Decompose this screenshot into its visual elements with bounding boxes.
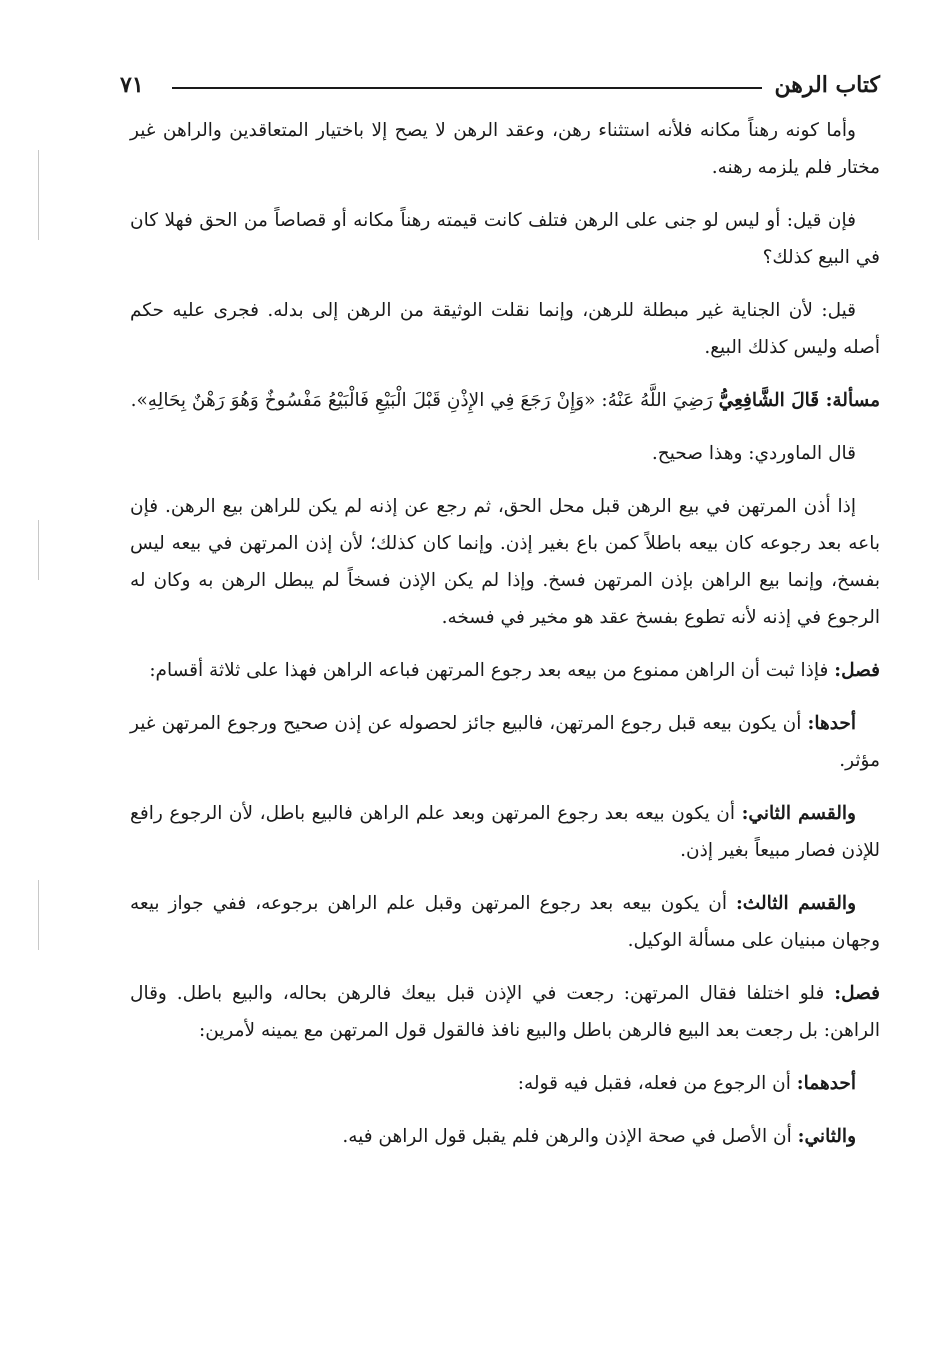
paragraph-text: قال الماوردي: وهذا صحيح. [651, 443, 856, 464]
paragraph [130, 292, 880, 366]
scan-edge-mark [38, 880, 39, 950]
paragraph-text: فلو اختلفا فقال المرتهن: رجعت في الإذن قبل بيعك فالرهن بحاله، والبيع باطل. وقال الراهن: بل رجعت بعد البيع فالرهن باطل والبيع نافذ فالقول قول المرتهن مع يمينه لأمرين: [130, 983, 880, 1041]
paragraph [130, 1065, 880, 1102]
paragraph [130, 435, 880, 472]
paragraph-text: أن يكون بيعه قبل رجوع المرتهن، فالبيع جائز لحصوله عن إذن صحيح ورجوع المرتهن غير مؤثر. [130, 713, 880, 771]
scan-edge-mark [38, 520, 39, 580]
paragraph-lead: والقسم الثاني: [741, 803, 856, 824]
paragraph [130, 705, 880, 779]
paragraph-text: أن الأصل في صحة الإذن والرهن فلم يقبل قول الراهن فيه. [342, 1126, 792, 1147]
issue-quote: رَضِيَ اللَّهُ عَنْهُ: «وَإِنْ رَجَعَ فِي الإِذْنِ قَبْلَ الْبَيْعِ فَالْبَيْعُ مَفْسُوخٌ وَهُوَ رَهْنٌ بِحَالِهِ». [130, 390, 713, 411]
header-title: كتاب الرهن [774, 72, 880, 98]
scan-edge-mark [38, 150, 39, 240]
section-lead: فصل: [834, 983, 880, 1004]
section-paragraph [130, 975, 880, 1049]
paragraph-lead: والثاني: [797, 1126, 856, 1147]
section-lead: فصل: [834, 660, 880, 681]
paragraph-text: أن يكون بيعه بعد رجوع المرتهن وقبل علم الراهن برجوعه، ففي جواز بيعه وجهان مبنيان على مسألة الوكيل. [130, 893, 880, 951]
paragraph [130, 488, 880, 636]
paragraph-lead: والقسم الثالث: [735, 893, 857, 914]
paragraph-text: أن يكون بيعه بعد رجوع المرتهن وبعد علم الراهن فالبيع باطل، لأن الرجوع رافع للإذن فصار مبيعاً بغير إذن. [130, 803, 880, 861]
running-header [120, 68, 880, 102]
paragraph [130, 795, 880, 869]
paragraph-lead: أحدهما: [796, 1073, 856, 1094]
issue-paragraph [130, 382, 880, 419]
issue-lead: مسألة: قَالَ الشَّافِعِيُّ [718, 390, 880, 411]
paragraph [130, 112, 880, 186]
paragraph [130, 1118, 880, 1155]
paragraph [130, 885, 880, 959]
header-rule [172, 87, 762, 89]
paragraph-text: أن الرجوع من فعله، فقبل فيه قوله: [517, 1073, 791, 1094]
body-text [130, 112, 880, 1171]
page-number: ٧١ [120, 72, 144, 98]
paragraph-text: فإن قيل: أو ليس لو جنى على الرهن فتلف كانت قيمته رهناً مكانه أو قصاصاً من الحق فهلا كان في البيع كذلك؟ [130, 210, 880, 268]
paragraph-text: إذا أذن المرتهن في بيع الرهن قبل محل الحق، ثم رجع عن إذنه لم يكن للراهن بيع الرهن. فإن باعه بعد رجوعه كان بيعه باطلاً كمن باع بغير إذن. وإنما كان كذلك؛ لأن إذن المرتهن في بيعه ليس بفسخ، وإنما بيع الراهن بإذن المرتهن فسخ. وإذا لم يكن الإذن فسخاً لم يبطل الرهن به وكان له الرجوع في إذنه لأنه تطوع بفسخ عقد هو مخير في فسخه. [130, 496, 880, 628]
paragraph-text: فإذا ثبت أن الراهن ممنوع من بيعه بعد رجوع المرتهن فباعه الراهن فهذا على ثلاثة أقسام: [149, 660, 829, 681]
paragraph [130, 202, 880, 276]
paragraph-text: وأما كونه رهناً مكانه فلأنه استثناء رهن، وعقد الرهن لا يصح إلا باختيار المتعاقدين والراهن غير مختار فلم يلزمه رهنه. [130, 120, 880, 178]
paragraph-text: قيل: لأن الجناية غير مبطلة للرهن، وإنما نقلت الوثيقة من الرهن إلى بدله. فجرى عليه حكم أصله وليس كذلك البيع. [130, 300, 880, 358]
section-paragraph [130, 652, 880, 689]
paragraph-lead: أحدها: [807, 713, 856, 734]
